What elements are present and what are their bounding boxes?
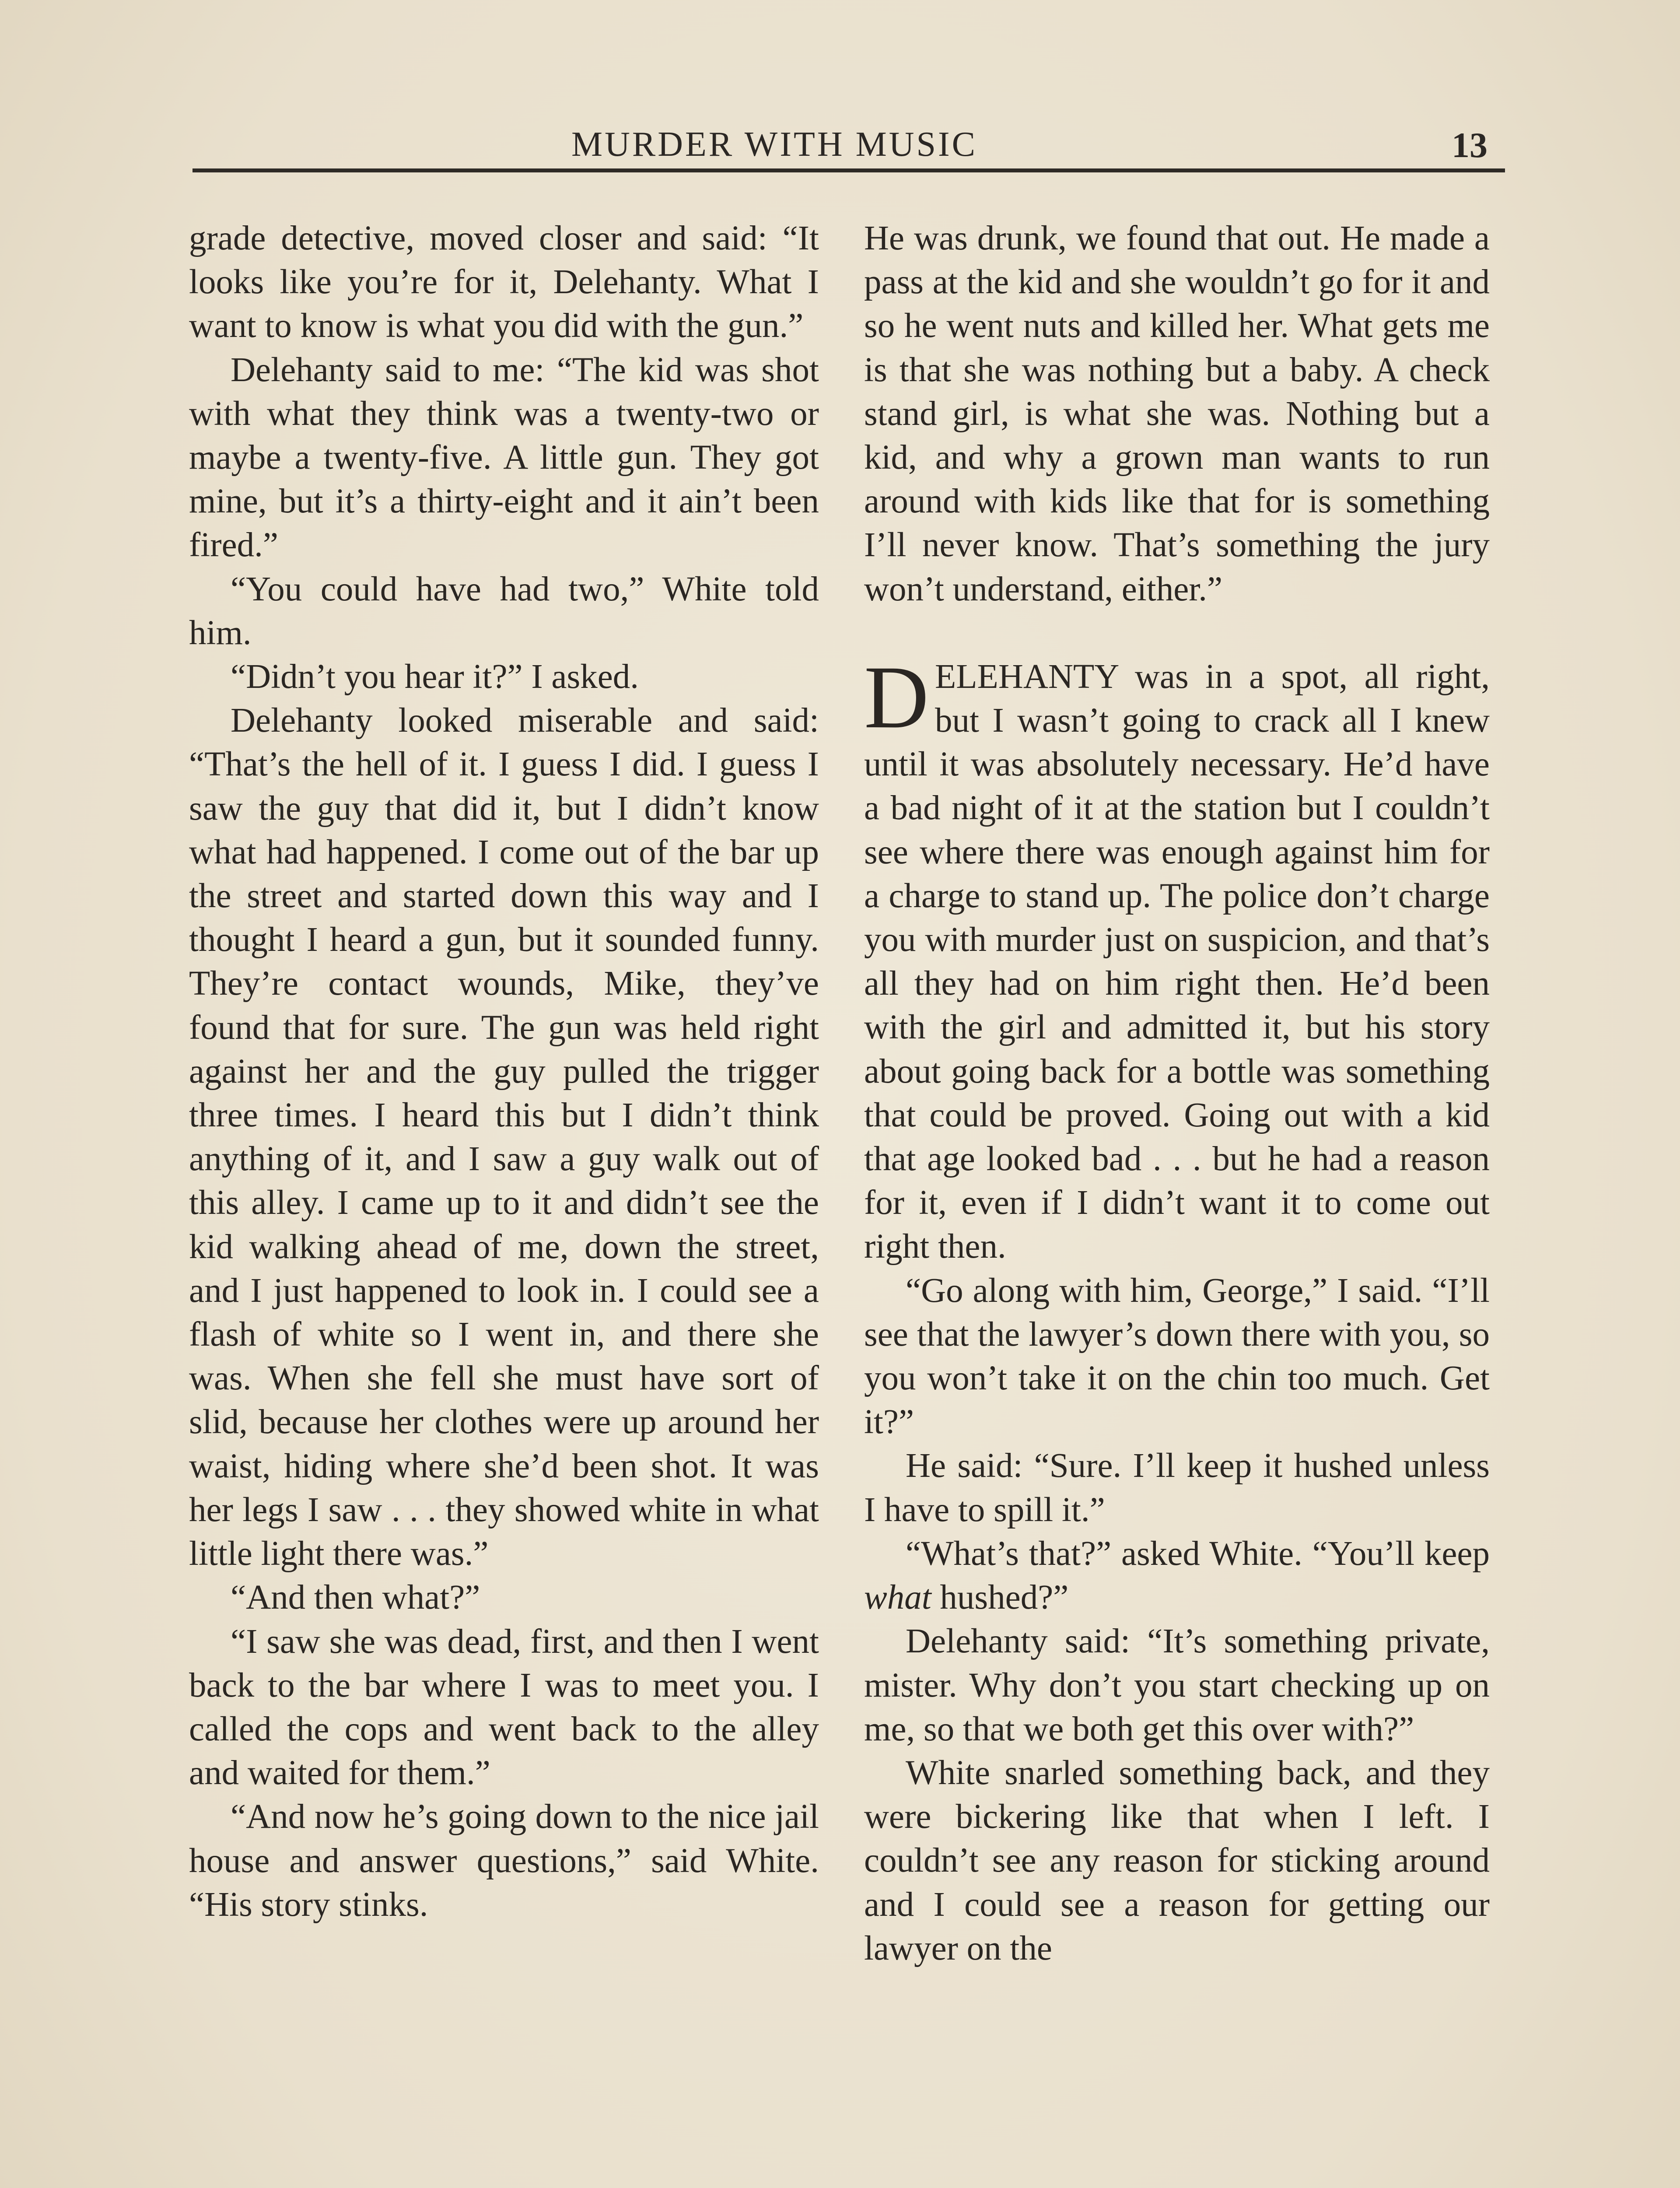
paragraph-dropcap — [864, 647, 1490, 1269]
paragraph: White snarled something back, and they were bickering like that when I left. I couldn’t see any reason for sticking around and I could see a reason for getting our lawyer on the — [864, 1753, 1490, 1967]
running-title: MURDER WITH MUSIC — [571, 125, 977, 164]
paragraph: Delehanty said: “It’s something private, mister. Why don’t you start checking up on me, so that we both get this over with?” — [864, 1622, 1490, 1748]
header-rule — [192, 168, 1505, 172]
paragraph-text: ELEHANTY was in a spot, all right, but I wasn’t going to crack all I knew until it was absolutely necessary. He’d have a bad night of it at the station but I couldn’t see where there was enough against him for a charge to stand up. The police don’t charge you with murder just on suspicion, and that’s all they had on him right then. He’d been with the girl and admitted it, but his story about going back for a bottle was something that could be proved. Going out with a kid that age looked bad . . . but he had a reason for it, even if I didn’t want it to come out right then. — [864, 657, 1490, 1266]
paragraph-text: hushed?” — [931, 1578, 1069, 1617]
paragraph-text: “What’s that?” asked White. “You’ll keep — [906, 1534, 1490, 1573]
left-column — [189, 217, 819, 1927]
paragraph: “I saw she was dead, first, and then I went back to the bar where I was to meet you. I called the cops and went back to the alley and waited for them.” — [189, 1622, 819, 1792]
right-column — [864, 217, 1490, 1971]
paragraph: “And now he’s going down to the nice jail house and answer questions,” said White. “His story stinks. — [189, 1798, 819, 1924]
emphasis: what — [864, 1578, 931, 1617]
paragraph: “Didn’t you hear it?” I asked. — [231, 658, 639, 696]
paragraph: “You could have had two,” White told him. — [189, 570, 819, 652]
paragraph: He said: “Sure. I’ll keep it hushed unless I have to spill it.” — [864, 1447, 1490, 1529]
paragraph: grade detective, moved closer and said: “It looks like you’re for it, Delehanty. What I want to know is what you did with the gun.” — [189, 219, 819, 345]
paragraph: “And then what?” — [231, 1578, 480, 1617]
paragraph — [864, 1532, 1490, 1620]
page-header — [192, 125, 1505, 173]
paragraph: He was drunk, we found that out. He made a pass at the kid and she wouldn’t go for it and so he went nuts and killed her. What gets me is that she was nothing but a baby. A check stand girl, is what she was. Nothing but a kid, and why a grown man wants to run around with kids like that for is something I’ll never know. That’s something the jury won’t understand, either.” — [864, 219, 1490, 608]
paragraph: Delehanty said to me: “The kid was shot with what they think was a twenty-two or maybe a twenty-five. A little gun. They got mine, but it’s a thirty-eight and it ain’t been fired.” — [189, 351, 819, 565]
page-number: 13 — [1452, 125, 1488, 165]
paragraph: Delehanty looked miserable and said: “That’s the hell of it. I guess I did. I guess I saw the guy that did it, but I didn’t know what had happened. I come out of the bar up the street and started down this way and I thought I heard a gun, but it sounded funny. They’re contact wounds, Mike, they’ve found that for sure. The gun was held right against her and the guy pulled the trigger three times. I heard this but I didn’t think anything of it, and I saw a guy walk out of this alley. I came up to it and didn’t see the kid walking ahead of me, down the street, and I just happened to look in. I could see a flash of white so I went in, and there she was. When she fell she must have sort of slid, because her clothes were up around her waist, hiding where she’d been shot. It was her legs I saw . . . they showed white in what little light there was.” — [189, 701, 819, 1573]
drop-cap: D — [864, 647, 929, 747]
paragraph: “Go along with him, George,” I said. “I’ll see that the lawyer’s down there with you, so you won’t take it on the chin too much. Get it?” — [864, 1271, 1490, 1441]
